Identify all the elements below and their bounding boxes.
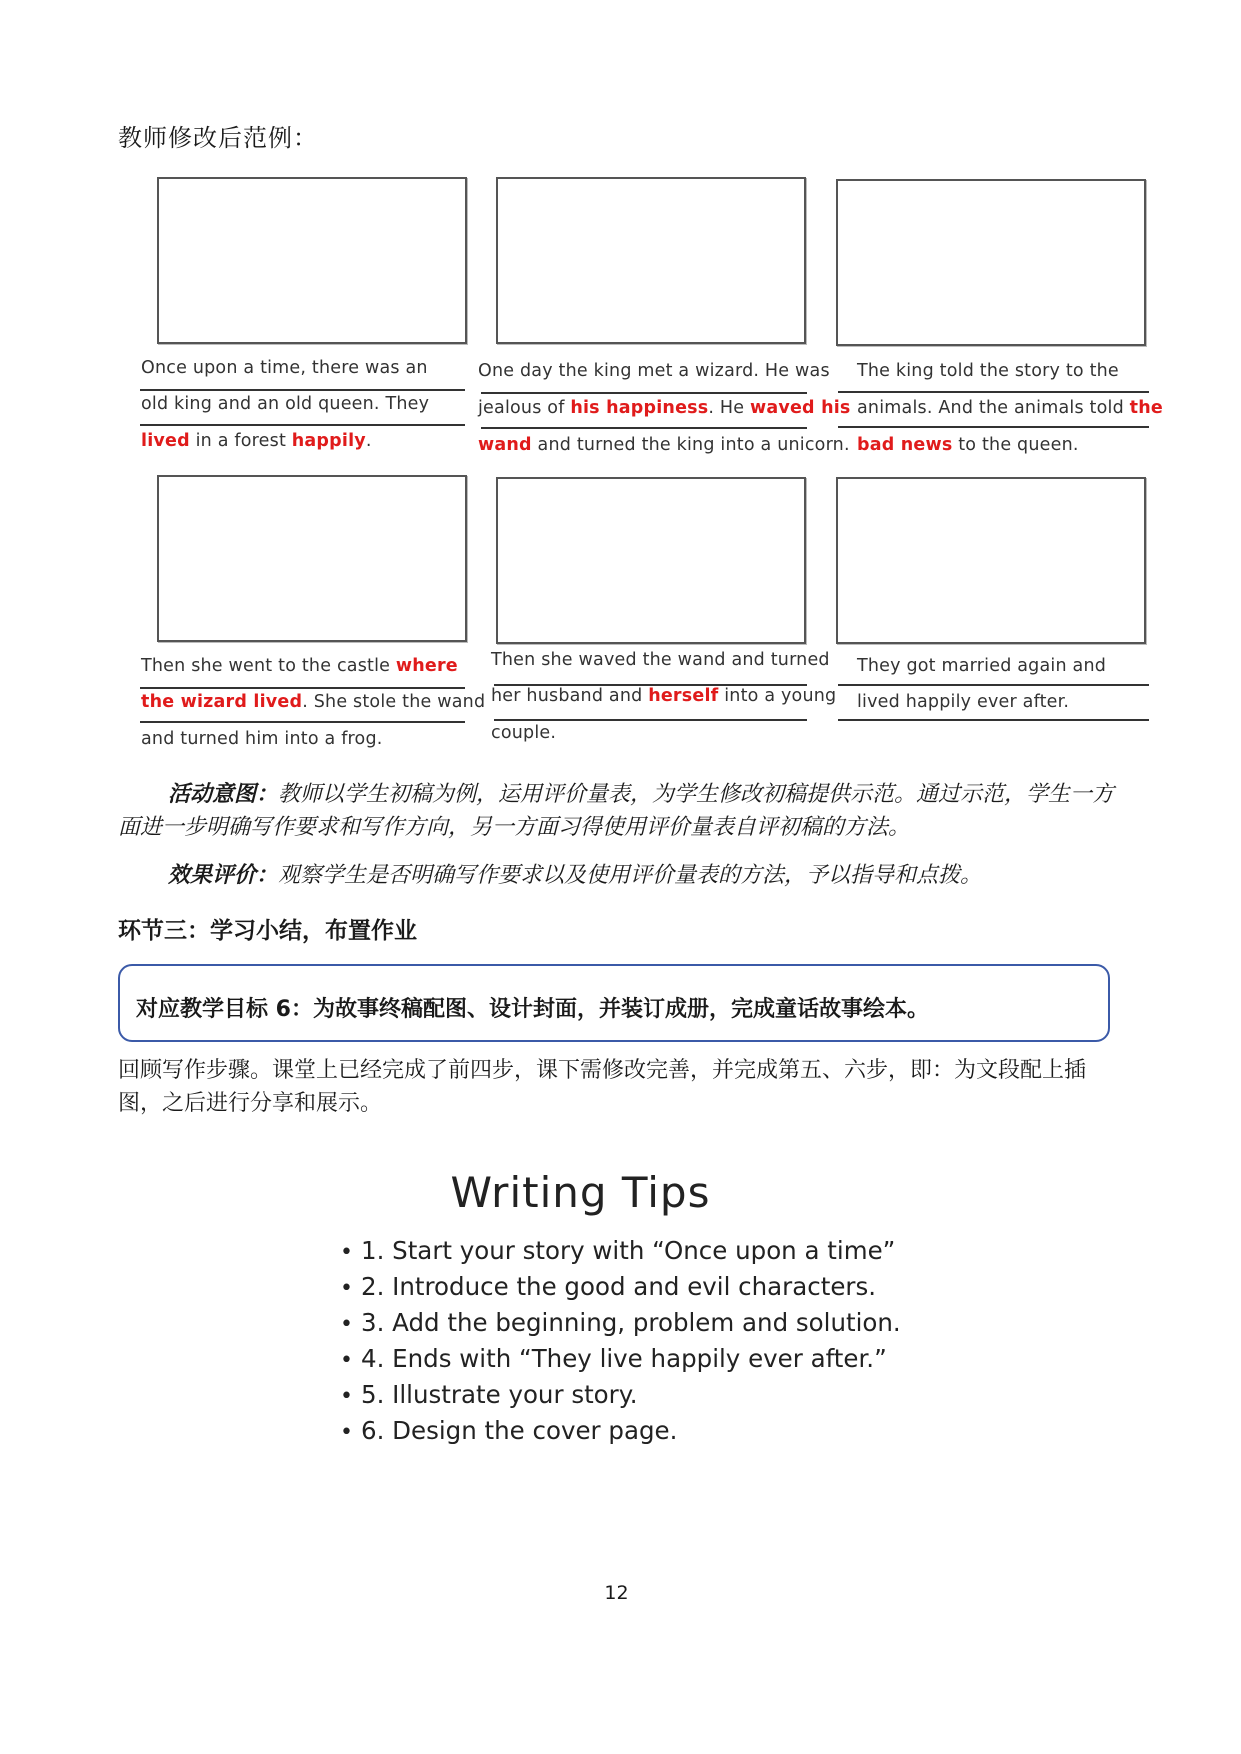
caption-rule	[140, 389, 465, 391]
caption-segment: .	[365, 431, 372, 451]
caption-segment: his happiness	[570, 398, 709, 418]
panel-5-line-1	[491, 650, 830, 670]
writing-tips-title: Writing Tips	[450, 1168, 711, 1217]
tip-item: • 3. Add the beginning, problem and solution.	[340, 1305, 901, 1341]
story-frame-5	[496, 477, 806, 644]
panel-6-line-2	[857, 692, 1069, 712]
caption-rule	[140, 424, 465, 426]
caption-segment: lived	[141, 431, 190, 451]
caption-segment: herself	[648, 686, 719, 706]
caption-rule	[481, 427, 807, 429]
eval-text: 观察学生是否明确写作要求以及使用评价量表的方法，予以指导和点拨。	[278, 863, 983, 888]
caption-segment: wand	[478, 435, 532, 455]
story-frame-2	[496, 177, 806, 344]
panel-1-line-3	[141, 431, 372, 451]
caption-segment: old king and an old queen. They	[141, 394, 430, 414]
panel-1-line-1	[141, 358, 428, 378]
caption-segment: the wizard lived	[141, 692, 303, 712]
caption-segment: and turned him into a frog.	[141, 729, 383, 749]
tip-item: • 1. Start your story with “Once upon a time”	[340, 1233, 901, 1269]
caption-segment: animals. And the animals told	[857, 398, 1130, 418]
panel-5-line-3	[491, 723, 556, 743]
caption-segment: Once upon a time, there was an	[141, 358, 428, 378]
caption-rule	[494, 719, 807, 721]
story-frame-3	[836, 179, 1146, 346]
caption-segment: . He	[708, 398, 750, 418]
caption-segment: jealous of	[478, 398, 571, 418]
tip-item: • 6. Design the cover page.	[340, 1413, 901, 1449]
panel-2-line-3	[478, 435, 850, 455]
caption-segment: the	[1129, 398, 1163, 418]
caption-segment: happily	[291, 431, 366, 451]
caption-rule	[838, 426, 1149, 428]
panel-3-line-2	[857, 398, 1163, 418]
caption-segment: The king told the story to the	[857, 361, 1119, 381]
goal-text: 对应教学目标 6：为故事终稿配图、设计封面，并装订成册，完成童话故事绘本。	[136, 997, 929, 1022]
caption-segment: waved his	[750, 398, 851, 418]
panel-4-line-3	[141, 729, 383, 749]
caption-segment: to the queen.	[952, 435, 1079, 455]
caption-segment: in a forest	[189, 431, 292, 451]
caption-segment: They got married again and	[857, 656, 1107, 676]
section-title: 环节三：学习小结，布置作业	[118, 918, 417, 944]
caption-segment: lived happily ever after.	[857, 692, 1070, 712]
caption-segment: One day the king met a wizard. He was	[478, 361, 830, 381]
caption-rule	[140, 687, 465, 689]
caption-segment: her husband and	[491, 686, 649, 706]
caption-segment: where	[395, 656, 458, 676]
panel-3-line-1	[857, 361, 1119, 381]
caption-segment: into a young	[718, 686, 837, 706]
intent-paragraph	[118, 778, 1118, 844]
eval-paragraph	[118, 859, 1118, 892]
intent-label: 活动意图：	[168, 781, 279, 807]
story-frame-1	[157, 177, 467, 344]
caption-rule	[838, 719, 1149, 721]
caption-segment: Then she waved the wand and turned	[491, 650, 830, 670]
caption-segment: and turned the king into a unicorn.	[531, 435, 850, 455]
tip-item: • 4. Ends with “They live happily ever after.”	[340, 1341, 901, 1377]
tip-item: • 5. Illustrate your story.	[340, 1377, 901, 1413]
caption-segment: bad news	[857, 435, 953, 455]
story-frame-6	[836, 477, 1146, 644]
page-heading: 教师修改后范例：	[118, 124, 318, 152]
caption-rule	[140, 721, 465, 723]
panel-4-line-2	[141, 692, 485, 712]
story-frame-4	[157, 475, 467, 642]
eval-label: 效果评价：	[168, 862, 279, 888]
panel-2-line-2	[478, 398, 851, 418]
panel-3-line-3	[857, 435, 1079, 455]
tip-item: • 2. Introduce the good and evil characters.	[340, 1269, 901, 1305]
page-number: 12	[604, 1582, 629, 1604]
intent-text: 教师以学生初稿为例，运用评价量表，为学生修改初稿提供示范。通过示范，学生一方面进一步明确写作要求和写作方向，另一方面习得使用评价量表自评初稿的方法。	[118, 782, 1115, 840]
caption-segment: couple.	[491, 723, 557, 743]
caption-rule	[481, 392, 807, 394]
caption-rule	[838, 391, 1149, 393]
panel-1-line-2	[141, 394, 429, 414]
panel-4-line-1	[141, 656, 458, 676]
body-paragraph: 回顾写作步骤。课堂上已经完成了前四步，课下需修改完善，并完成第五、六步，即：为文段配上插图，之后进行分享和展示。	[118, 1058, 1087, 1116]
caption-segment: Then she went to the castle	[141, 656, 396, 676]
caption-segment: . She stole the wand	[302, 692, 486, 712]
panel-5-line-2	[491, 686, 836, 706]
writing-tips-list	[340, 1233, 901, 1449]
caption-rule	[838, 684, 1149, 686]
panel-2-line-1	[478, 361, 830, 381]
panel-6-line-1	[857, 656, 1106, 676]
